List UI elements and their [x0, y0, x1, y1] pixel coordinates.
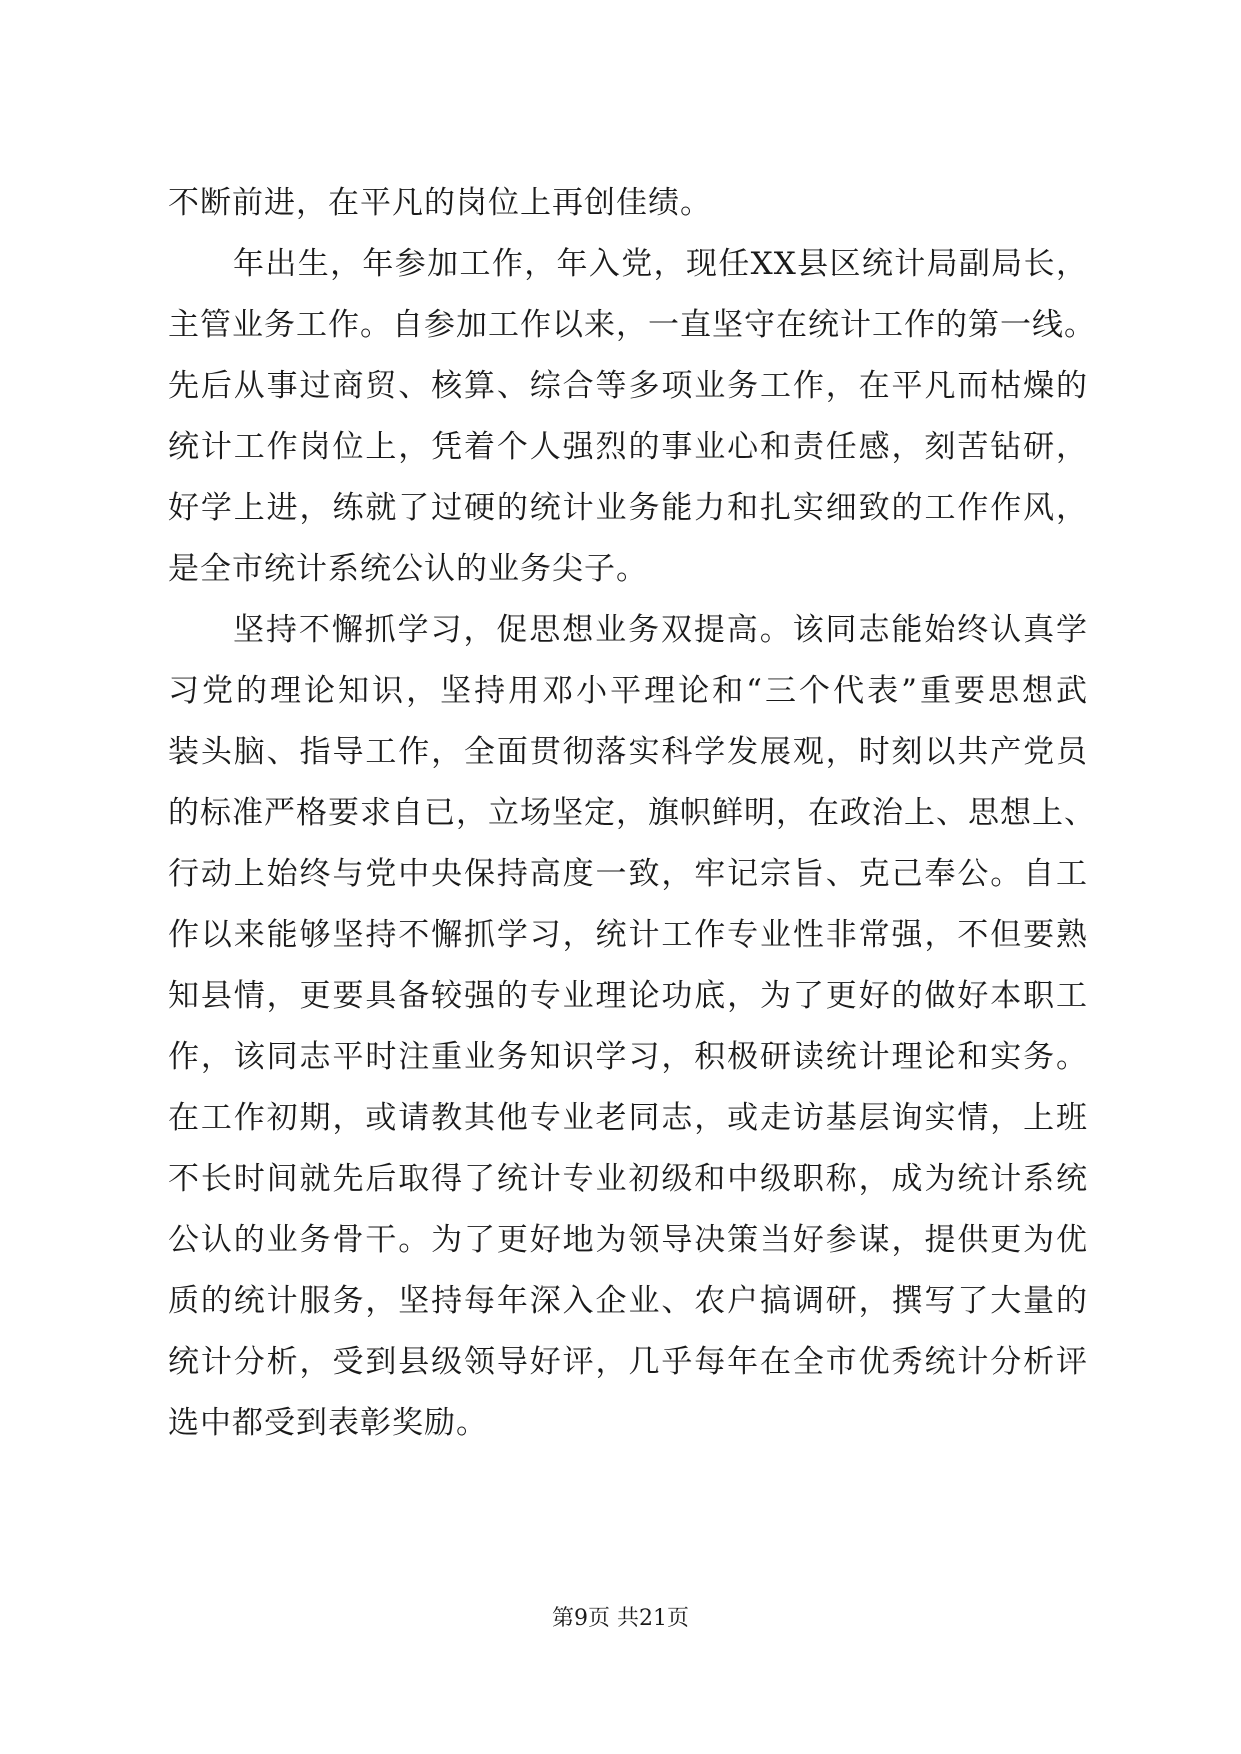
paragraph-line: 不长时间就先后取得了统计专业初级和中级职称，成为统计系统	[168, 1161, 1088, 1197]
paragraph-line: 的标准严格要求自已，立场坚定，旗帜鲜明，在政治上、思想上、	[168, 795, 1096, 831]
paragraph-line: 公认的业务骨干。为了更好地为领导决策当好参谋，提供更为优	[168, 1222, 1088, 1258]
paragraph-line: 习党的理论知识，坚持用邓小平理论和“三个代表”重要思想武	[168, 673, 1088, 709]
paragraph-line: 行动上始终与党中央保持高度一致，牢记宗旨、克己奉公。自工	[168, 856, 1088, 892]
paragraph-line: 统计工作岗位上，凭着个人强烈的事业心和责任感，刻苦钻研，	[168, 429, 1088, 465]
paragraph-line: 作以来能够坚持不懈抓学习，统计工作专业性非常强，不但要熟	[168, 917, 1088, 953]
page-number-footer: 第9页 共21页	[552, 1606, 689, 1631]
paragraph-line: 是全市统计系统公认的业务尖子。	[168, 551, 648, 587]
paragraph-line: 质的统计服务，坚持每年深入企业、农户搞调研，撰写了大量的	[168, 1283, 1088, 1319]
paragraph-line: 好学上进，练就了过硬的统计业务能力和扎实细致的工作作风，	[168, 490, 1088, 526]
paragraph-line: 选中都受到表彰奖励。	[168, 1405, 488, 1441]
paragraph-line: 装头脑、指导工作，全面贯彻落实科学发展观，时刻以共产党员	[168, 734, 1088, 770]
paragraph-line: 先后从事过商贸、核算、综合等多项业务工作，在平凡而枯燥的	[168, 368, 1088, 404]
paragraph-line: 主管业务工作。自参加工作以来，一直坚守在统计工作的第一线。	[168, 307, 1096, 343]
paragraph-line: 统计分析，受到县级领导好评，几乎每年在全市优秀统计分析评	[168, 1344, 1088, 1380]
paragraph-line: 在工作初期，或请教其他专业老同志，或走访基层询实情，上班	[168, 1100, 1088, 1136]
paragraph-line: 坚持不懈抓学习，促思想业务双提高。该同志能始终认真学	[233, 612, 1088, 648]
paragraph-line: 作，该同志平时注重业务知识学习，积极研读统计理论和实务。	[168, 1039, 1088, 1075]
paragraph-line: 不断前进，在平凡的岗位上再创佳绩。	[168, 185, 712, 221]
paragraph-line: 年出生，年参加工作，年入党，现任XX县区统计局副局长，	[233, 246, 1088, 282]
paragraph-line: 知县情，更要具备较强的专业理论功底，为了更好的做好本职工	[168, 978, 1088, 1014]
